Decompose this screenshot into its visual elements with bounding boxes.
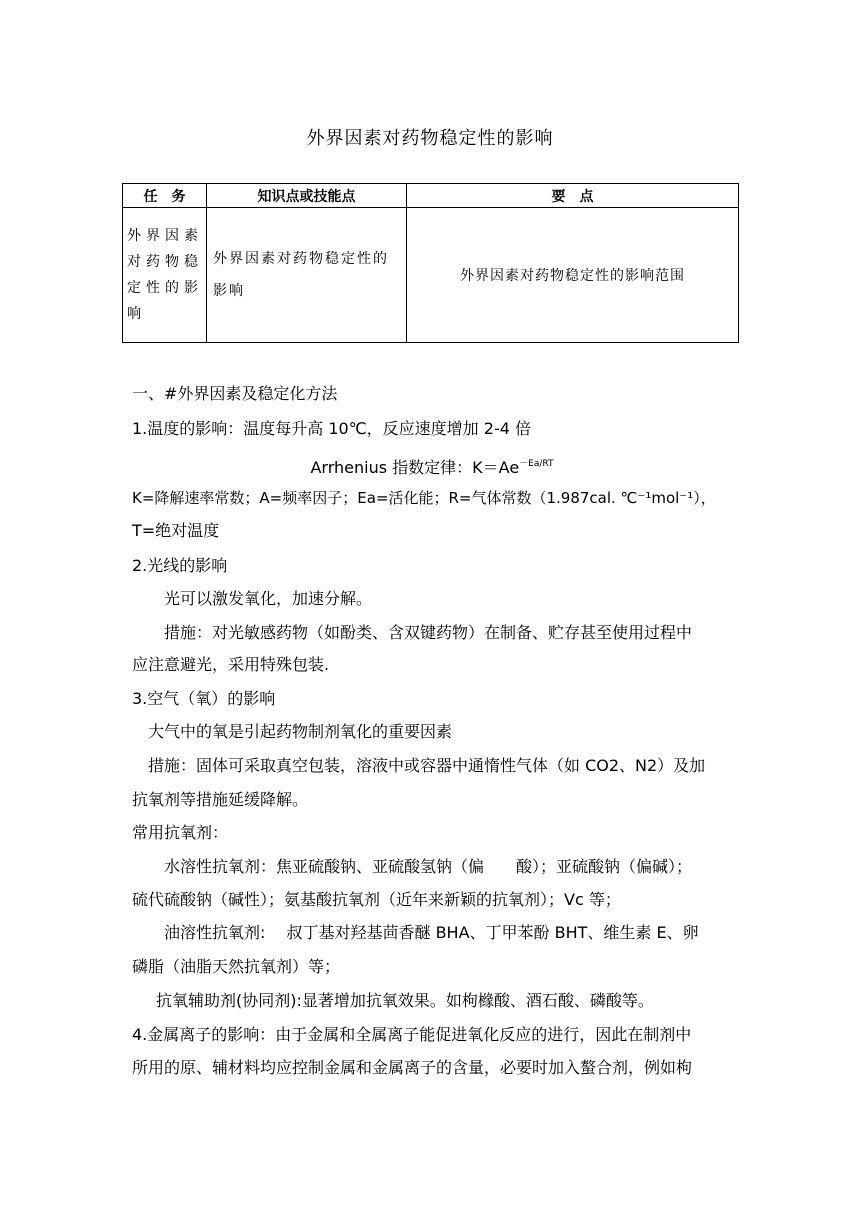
- variables-line-1: K=降解速率常数；A=频率因子；Ea=活化能；R=气体常数（1.987cal. ℃⁻¹mol⁻¹），: [132, 489, 716, 507]
- arrhenius-label: Arrhenius 指数定律：K＝Ae: [310, 458, 520, 477]
- table-header-row: [123, 184, 739, 208]
- header-task: 任 务: [123, 184, 207, 208]
- variables-line-2: T=绝对温度: [132, 521, 220, 540]
- arrhenius-exponent: －Ea/RT: [519, 459, 554, 469]
- air-heading: 3.空气（氧）的影响: [132, 689, 276, 708]
- synergist-line: 抗氧辅助剂(协同剂):显著增加抗氧效果。如枸橼酸、酒石酸、磷酸等。: [156, 991, 654, 1010]
- antioxidant-heading: 常用抗氧剂：: [132, 823, 229, 842]
- header-knowledge: 知识点或技能点: [207, 184, 407, 208]
- light-paragraph-2-line-2: 应注意避光，采用特殊包装.: [132, 655, 330, 674]
- light-paragraph-1: 光可以激发氧化，加速分解。: [164, 589, 373, 608]
- section-heading: 一、#外界因素及稳定化方法: [132, 384, 338, 403]
- water-soluble-line-1: 水溶性抗氧剂：焦亚硫酸钠、亚硫酸氢钠（偏 酸）；亚硫酸钠（偏碱）；: [164, 857, 693, 876]
- air-paragraph-2-line-2: 抗氧剂等措施延缓降解。: [132, 790, 309, 809]
- water-soluble-line-2: 硫代硫酸钠（碱性）；氨基酸抗氧剂（近年来新颖的抗氧剂）；Vc 等；: [132, 890, 621, 909]
- arrhenius-formula: [132, 453, 732, 479]
- header-points: 要 点: [407, 184, 739, 208]
- temp-heading: 1.温度的影响：温度每升高 10℃，反应速度增加 2-4 倍: [132, 419, 531, 438]
- light-paragraph-2-line-1: 措施：对光敏感药物（如酚类、含双键药物）在制备、贮存甚至使用过程中: [164, 623, 693, 642]
- metal-line-2: 所用的原、辅材料均应控制金属和金属离子的含量，必要时加入螯合剂，例如枸: [132, 1058, 693, 1077]
- table-row: [123, 208, 739, 343]
- metal-line-1: 4.金属离子的影响：由于金属和全属离子能促进氧化反应的进行，因此在制剂中: [132, 1025, 692, 1044]
- page-title: 外界因素对药物稳定性的影响: [306, 128, 554, 149]
- cell-points: 外界因素对药物稳定性的影响范围: [407, 208, 739, 343]
- cell-task: 外界因素对药物稳定性的影响: [123, 208, 207, 343]
- air-paragraph-1: 大气中的氧是引起药物制剂氧化的重要因素: [148, 722, 453, 741]
- air-paragraph-2-line-1: 措施：固体可采取真空包装，溶液中或容器中通惰性气体（如 CO2、N2）及加: [148, 756, 706, 775]
- task-table: [122, 183, 739, 343]
- cell-knowledge: 外界因素对药物稳定性的影响: [207, 208, 407, 343]
- oil-soluble-line-2: 磷脂（油脂天然抗氧剂）等；: [132, 957, 341, 976]
- oil-soluble-line-1: 油溶性抗氧剂: 叔丁基对羟基茴香醚 BHA、丁甲苯酚 BHT、维生素 E、卵: [164, 923, 699, 942]
- light-heading: 2.光线的影响: [132, 556, 228, 575]
